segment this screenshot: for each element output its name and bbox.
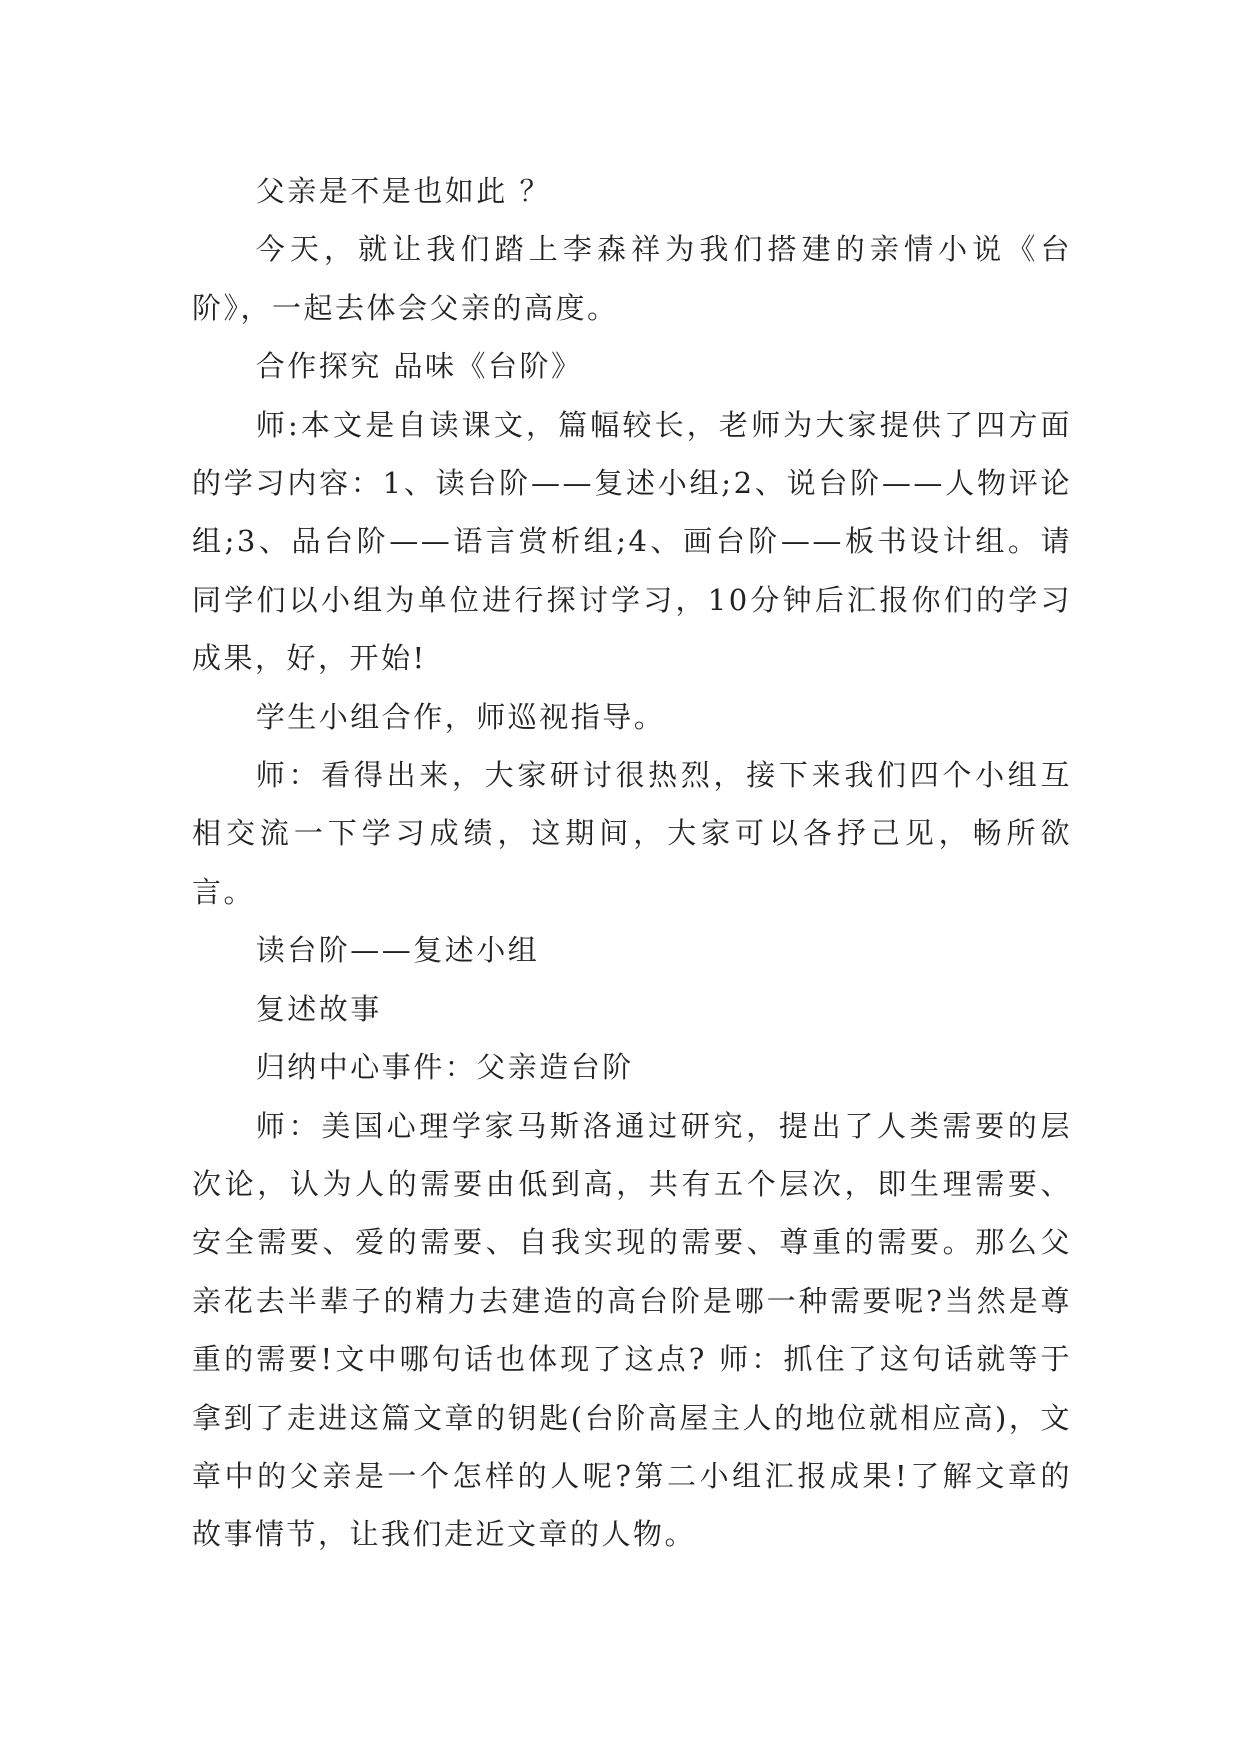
paragraph: 归纳中心事件：父亲造台阶 [255, 1050, 634, 1085]
paragraph: 师：美国心理学家马斯洛通过研究，提出了人类需要的层次论，认为人的需要由低到高，共有五个层次，即生理需要、安全需要、爱的需要、自我实现的需要、尊重的需要。那么父亲花去半辈子的精力去建造的高台阶是哪一种需要呢?当然是尊重的需要!文中哪句话也体现了这点? 师：抓住了这句话就等于拿到了走进这篇文章的钥匙(台阶高屋主人的地位就相应高)，文章中的父亲是一个怎样的人呢?第二小组汇报成果!了解文章的故事情节，让我们走近文章的人物。 [192, 1108, 1072, 1552]
paragraph: 师:本文是自读课文，篇幅较长，老师为大家提供了四方面的学习内容：1、读台阶——复述小组;2、说台阶——人物评论组;3、品台阶——语言赏析组;4、画台阶——板书设计组。请同学们以小组为单位进行探讨学习，10分钟后汇报你们的学习成果，好，开始! [192, 407, 1072, 676]
paragraph: 父亲是不是也如此 ？ [255, 174, 552, 208]
paragraph: 今天，就让我们踏上李森祥为我们搭建的亲情小说《台阶》，一起去体会父亲的高度。 [192, 232, 1072, 325]
paragraph: 复述故事 [255, 991, 382, 1026]
paragraph: 学生小组合作，师巡视指导。 [255, 699, 666, 734]
section-heading: 合作探究 品味《台阶》 [255, 349, 583, 384]
paragraph: 师：看得出来，大家研讨很热烈，接下来我们四个小组互相交流一下学习成绩，这期间，大家可以各抒己见，畅所欲言。 [192, 758, 1072, 909]
document-body [192, 162, 1072, 1564]
paragraph: 读台阶——复述小组 [255, 933, 540, 968]
